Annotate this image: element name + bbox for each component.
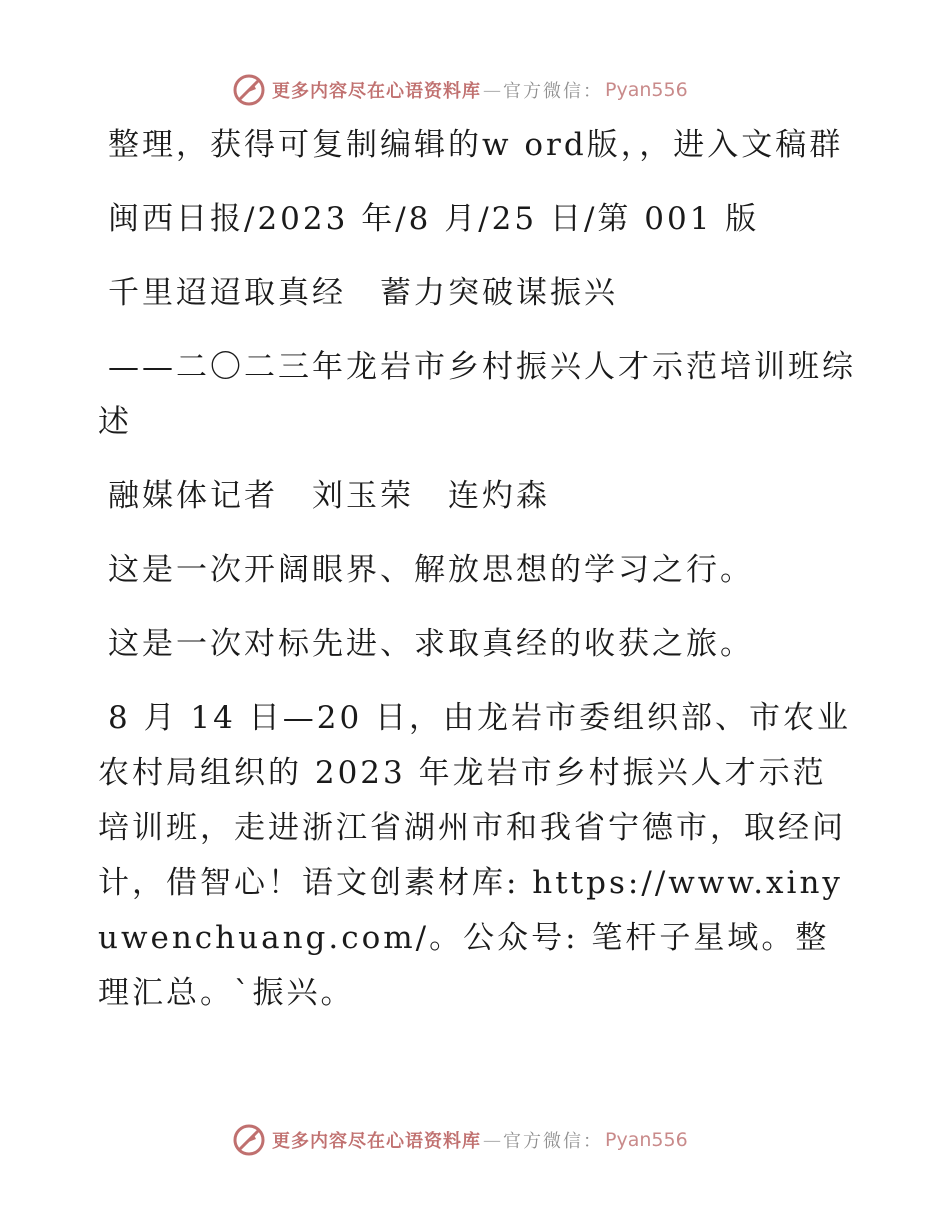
watermark-text: 更多内容尽在心语资料库 [272,1131,481,1152]
document-body [98,118,858,1021]
watermark-separator: — [483,1129,501,1151]
watermark-label: 官方微信： [503,1131,603,1152]
paragraph-lead-1: 这是一次开阔眼界、解放思想的学习之行。 [108,552,754,588]
footer-watermark [232,1120,732,1160]
watermark-wechat-id: Pyan556 [605,79,688,101]
quill-logo-icon [232,73,266,107]
paragraph-intro: 整理，获得可复制编辑的w ord版，，进入文稿群 [108,127,844,163]
article-title: 千里迢迢取真经 蓄力突破谋振兴 [108,275,618,311]
paragraph-lead-2: 这是一次对标先进、求取真经的收获之旅。 [108,626,754,662]
watermark-label: 官方微信： [503,81,603,102]
header-watermark [232,70,732,110]
watermark-text: 更多内容尽在心语资料库 [272,81,481,102]
article-subtitle: ——二〇二三年龙岩市乡村振兴人才示范培训班综述 [98,349,856,440]
watermark-wechat-id: Pyan556 [605,1129,688,1151]
quill-logo-icon [232,1123,266,1157]
watermark-separator: — [483,79,501,101]
paragraph-body: 8 月 14 日—20 日，由龙岩市委组织部、市农业农村局组织的 2023 年龙岩市乡村振兴人才示范培训班，走进浙江省湖州市和我省宁德市，取经问计，借智心！语文创素材库: https://www.xinyuwenchuang.com/。公众号: 笔杆子星域。整理汇总。`振兴。 [98,700,852,1011]
article-byline: 融媒体记者 刘玉荣 连灼森 [108,478,550,514]
paragraph-source: 闽西日报/2023 年/8 月/25 日/第 001 版 [108,201,760,237]
